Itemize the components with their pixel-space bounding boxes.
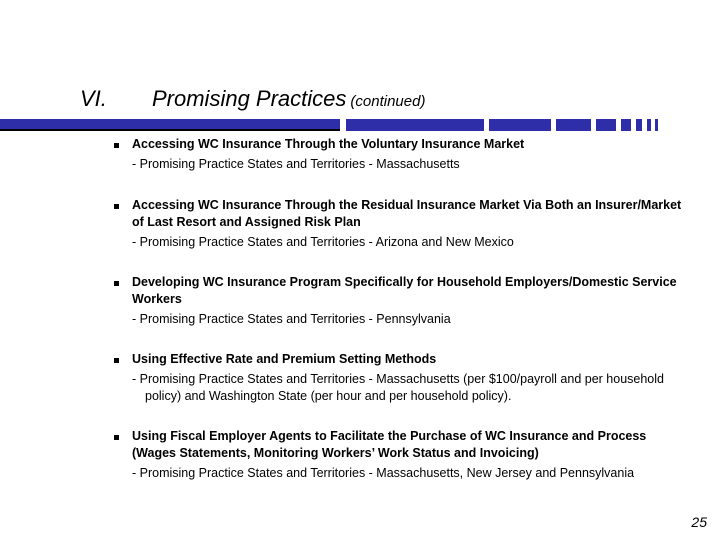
- divider-segment: [655, 119, 658, 131]
- title-divider: [0, 119, 660, 131]
- slide-title-main: Promising Practices: [152, 86, 347, 111]
- section-number: VI.: [80, 86, 107, 111]
- list-item: [132, 428, 692, 482]
- list-item: [132, 274, 692, 328]
- item-detail: - Promising Practice States and Territories - Massachusetts: [132, 157, 460, 171]
- divider-black-line: [0, 129, 340, 131]
- slide-title: [152, 86, 425, 112]
- divider-segment: [489, 119, 551, 131]
- page-number: 25: [691, 514, 707, 530]
- list-item: [132, 197, 692, 251]
- divider-segment: [556, 119, 591, 131]
- item-detail: - Promising Practice States and Territories - Arizona and New Mexico: [132, 235, 514, 249]
- item-heading: Accessing WC Insurance Through the Voluntary Insurance Market: [132, 137, 525, 151]
- divider-segment: [346, 119, 484, 131]
- bullet-icon: [114, 358, 119, 363]
- item-heading: Using Effective Rate and Premium Setting Methods: [132, 352, 437, 366]
- slide-title-suffix: (continued): [350, 93, 426, 110]
- list-item: [132, 136, 692, 173]
- item-heading: Developing WC Insurance Program Specifically for Household Employers/Domestic Service Workers: [132, 275, 677, 306]
- item-heading: Accessing WC Insurance Through the Residual Insurance Market Via Both an Insurer/Market of Last Resort and Assigned Risk Plan: [132, 198, 682, 229]
- item-detail: - Promising Practice States and Territories - Pennsylvania: [132, 312, 451, 326]
- bullet-icon: [114, 281, 119, 286]
- item-detail: - Promising Practice States and Territories - Massachusetts (per $100/payroll and per household policy) and Washington State (per hour and per household policy).: [132, 372, 664, 403]
- bullet-icon: [114, 435, 119, 440]
- divider-segment: [621, 119, 631, 131]
- bullet-icon: [114, 143, 119, 148]
- list-item: [132, 351, 692, 405]
- item-detail: - Promising Practice States and Territories - Massachusetts, New Jersey and Pennsylvania: [132, 466, 635, 480]
- divider-segment: [596, 119, 616, 131]
- bullet-icon: [114, 204, 119, 209]
- item-heading: Using Fiscal Employer Agents to Facilitate the Purchase of WC Insurance and Process (Wages Statements, Monitoring Workers’ Work Status and Invoicing): [132, 429, 647, 460]
- divider-segment: [636, 119, 642, 131]
- divider-segment: [647, 119, 651, 131]
